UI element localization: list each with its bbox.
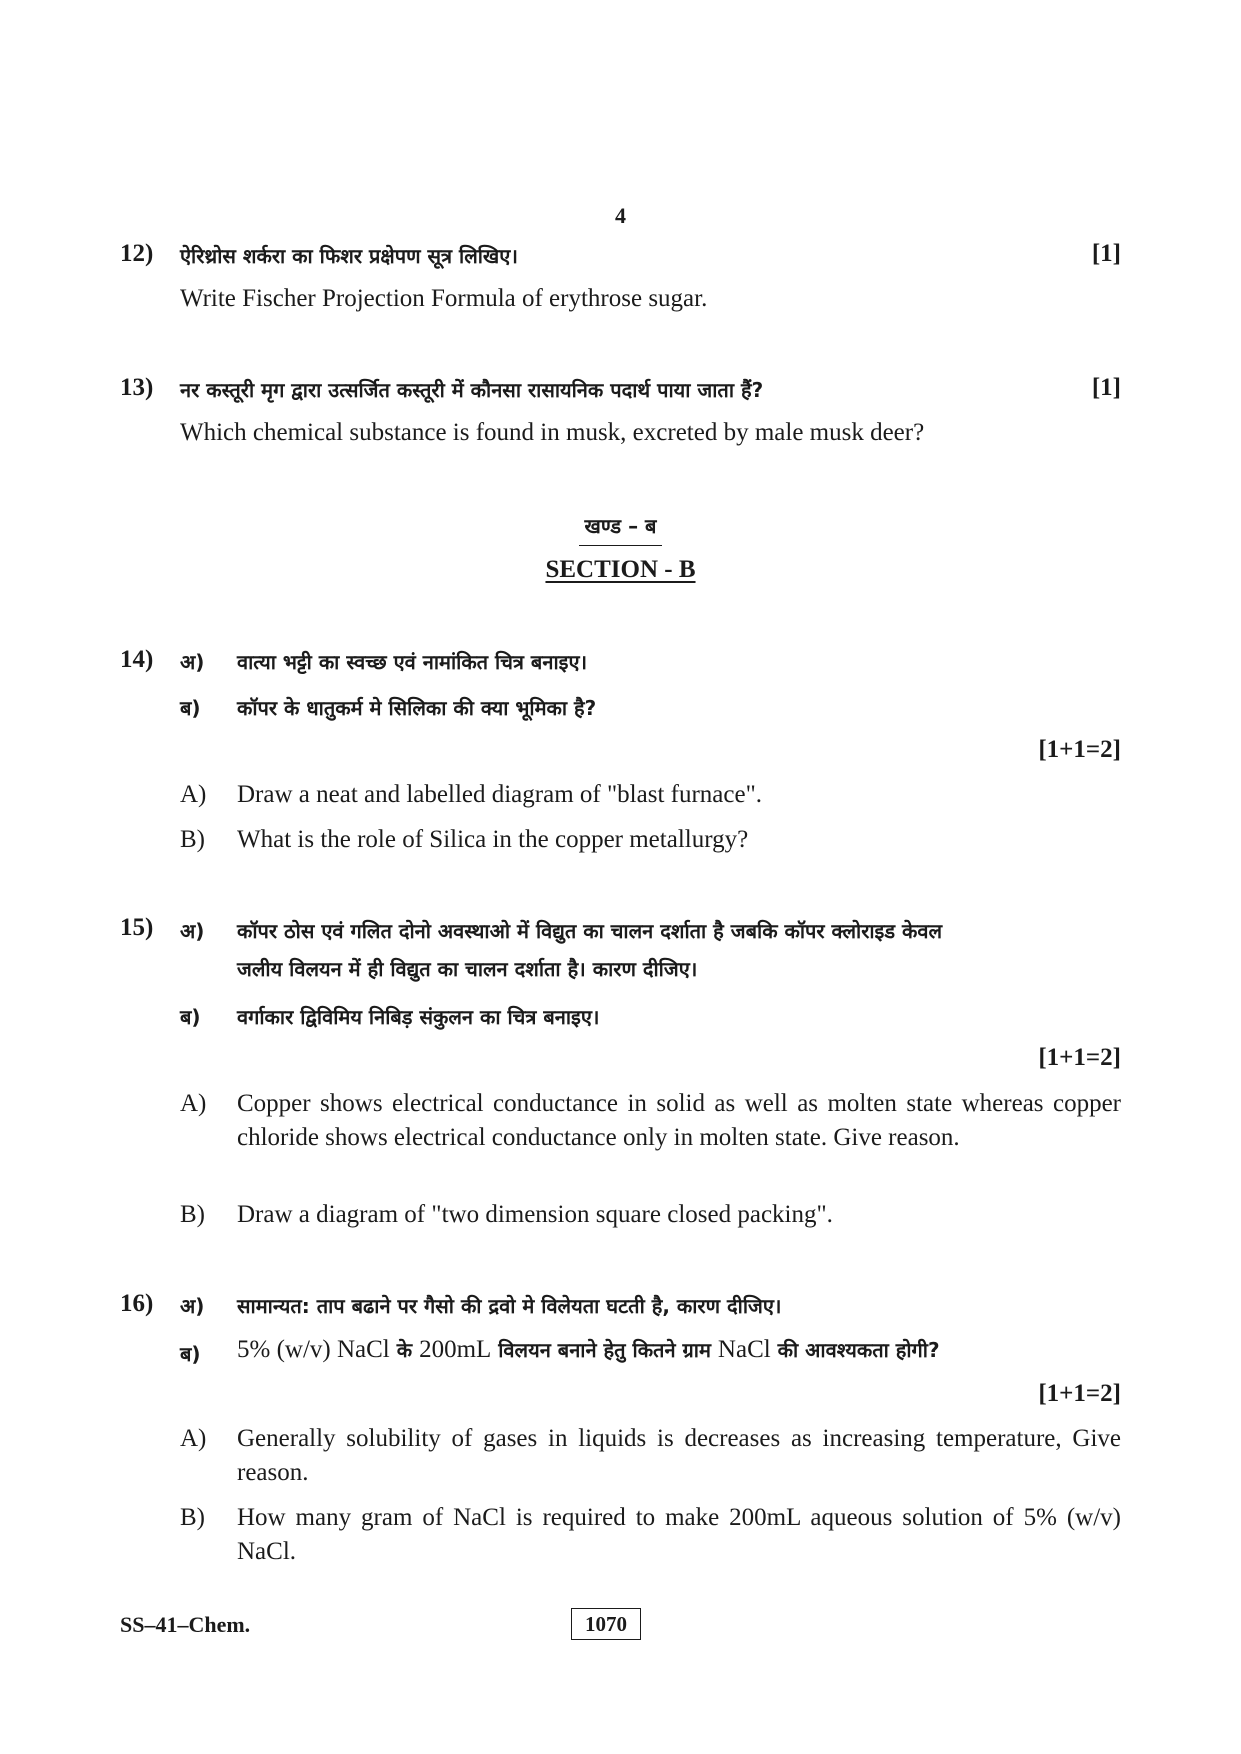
question-13-hindi: नर कस्तूरी मृग द्वारा उत्सर्जित कस्तूरी में कौनसा रासायनिक पदार्थ पाया जाता हैं? [180, 378, 764, 402]
question-13-marks: [1] [1091, 374, 1121, 401]
question-14-a-label: अ) [180, 650, 205, 674]
question-15-a-hindi-line-2: जलीय विलयन में ही विद्युत का चालन दर्शाता है। कारण दीजिए। [237, 957, 698, 981]
question-12-english: Write Fischer Projection Formula of erythrose sugar. [180, 285, 708, 312]
question-15-number: 15) [120, 914, 154, 941]
question-15-B-english: Draw a diagram of "two dimension square closed packing". [237, 1201, 833, 1228]
question-15-B-label: B) [180, 1201, 205, 1228]
question-14-number: 14) [120, 646, 154, 673]
question-16-number: 16) [120, 1290, 154, 1317]
question-12-marks: [1] [1091, 240, 1121, 267]
question-16-B-label: B) [180, 1504, 205, 1531]
question-14-A-label: A) [180, 781, 207, 808]
footer-page-code-box: 1070 [571, 1608, 641, 1640]
question-15-marks: [1+1=2] [1038, 1044, 1121, 1071]
question-14-b-label: ब) [180, 696, 201, 720]
question-12-number: 12) [120, 240, 154, 267]
question-16-B-english: How many gram of NaCl is required to make 200mL aqueous solution of 5% (w/v) NaCl. [237, 1504, 1121, 1565]
question-14-B-label: B) [180, 826, 205, 853]
question-14-marks: [1+1=2] [1038, 736, 1121, 763]
question-14-a-hindi: वात्या भट्टी का स्वच्छ एवं नामांकित चित्र बनाइए। [237, 650, 588, 674]
question-15-A-english: Copper shows electrical conductance in solid as well as molten state whereas copper chloride shows electrical conductance only in molten state. Give reason. [237, 1090, 1121, 1151]
question-16-a-hindi: सामान्यत: ताप बढाने पर गैसो की द्रवो मे विलेयता घटती है, कारण दीजिए। [237, 1294, 782, 1318]
footer-paper-code: SS–41–Chem. [120, 1612, 251, 1637]
question-16-A-english: Generally solubility of gases in liquids is decreases as increasing temperature, Give reason. [237, 1425, 1121, 1486]
question-15-a-label: अ) [180, 919, 205, 943]
question-15-a-hindi-line-1: कॉपर ठोस एवं गलित दोनो अवस्थाओ में विद्युत का चालन दर्शाता है जबकि कॉपर क्लोराइड केवल [237, 919, 943, 943]
page-number: 4 [615, 203, 626, 228]
question-16-a-label: अ) [180, 1294, 205, 1318]
question-14-B-english: What is the role of Silica in the copper metallurgy? [237, 826, 749, 853]
question-15-b-label: ब) [180, 1005, 201, 1029]
question-14-A-english: Draw a neat and labelled diagram of "blast furnace". [237, 781, 763, 808]
question-16-b-label: ब) [180, 1342, 201, 1366]
question-16-b-hindi: 5% (w/v) NaCl के 200mL विलयन बनाने हेतु कितने ग्राम NaCl की आवश्यकता होगी? [237, 1336, 940, 1363]
question-15-b-hindi: वर्गाकार द्विविमिय निबिड़ संकुलन का चित्र बनाइए। [237, 1005, 600, 1029]
question-12-hindi: ऐरिथ्रोस शर्करा का फिशर प्रक्षेपण सूत्र लिखिए। [180, 244, 518, 268]
question-16-marks: [1+1=2] [1038, 1380, 1121, 1407]
question-13-english: Which chemical substance is found in musk, excreted by male musk deer? [180, 419, 925, 446]
question-14-b-hindi: कॉपर के धातुकर्म मे सिलिका की क्या भूमिका है? [237, 696, 597, 720]
question-16-A-label: A) [180, 1425, 207, 1452]
section-heading-english: SECTION - B [545, 556, 696, 583]
question-13-number: 13) [120, 374, 154, 401]
question-15-A-label: A) [180, 1090, 207, 1117]
section-heading-hindi: खण्ड – ब [0, 512, 1241, 546]
